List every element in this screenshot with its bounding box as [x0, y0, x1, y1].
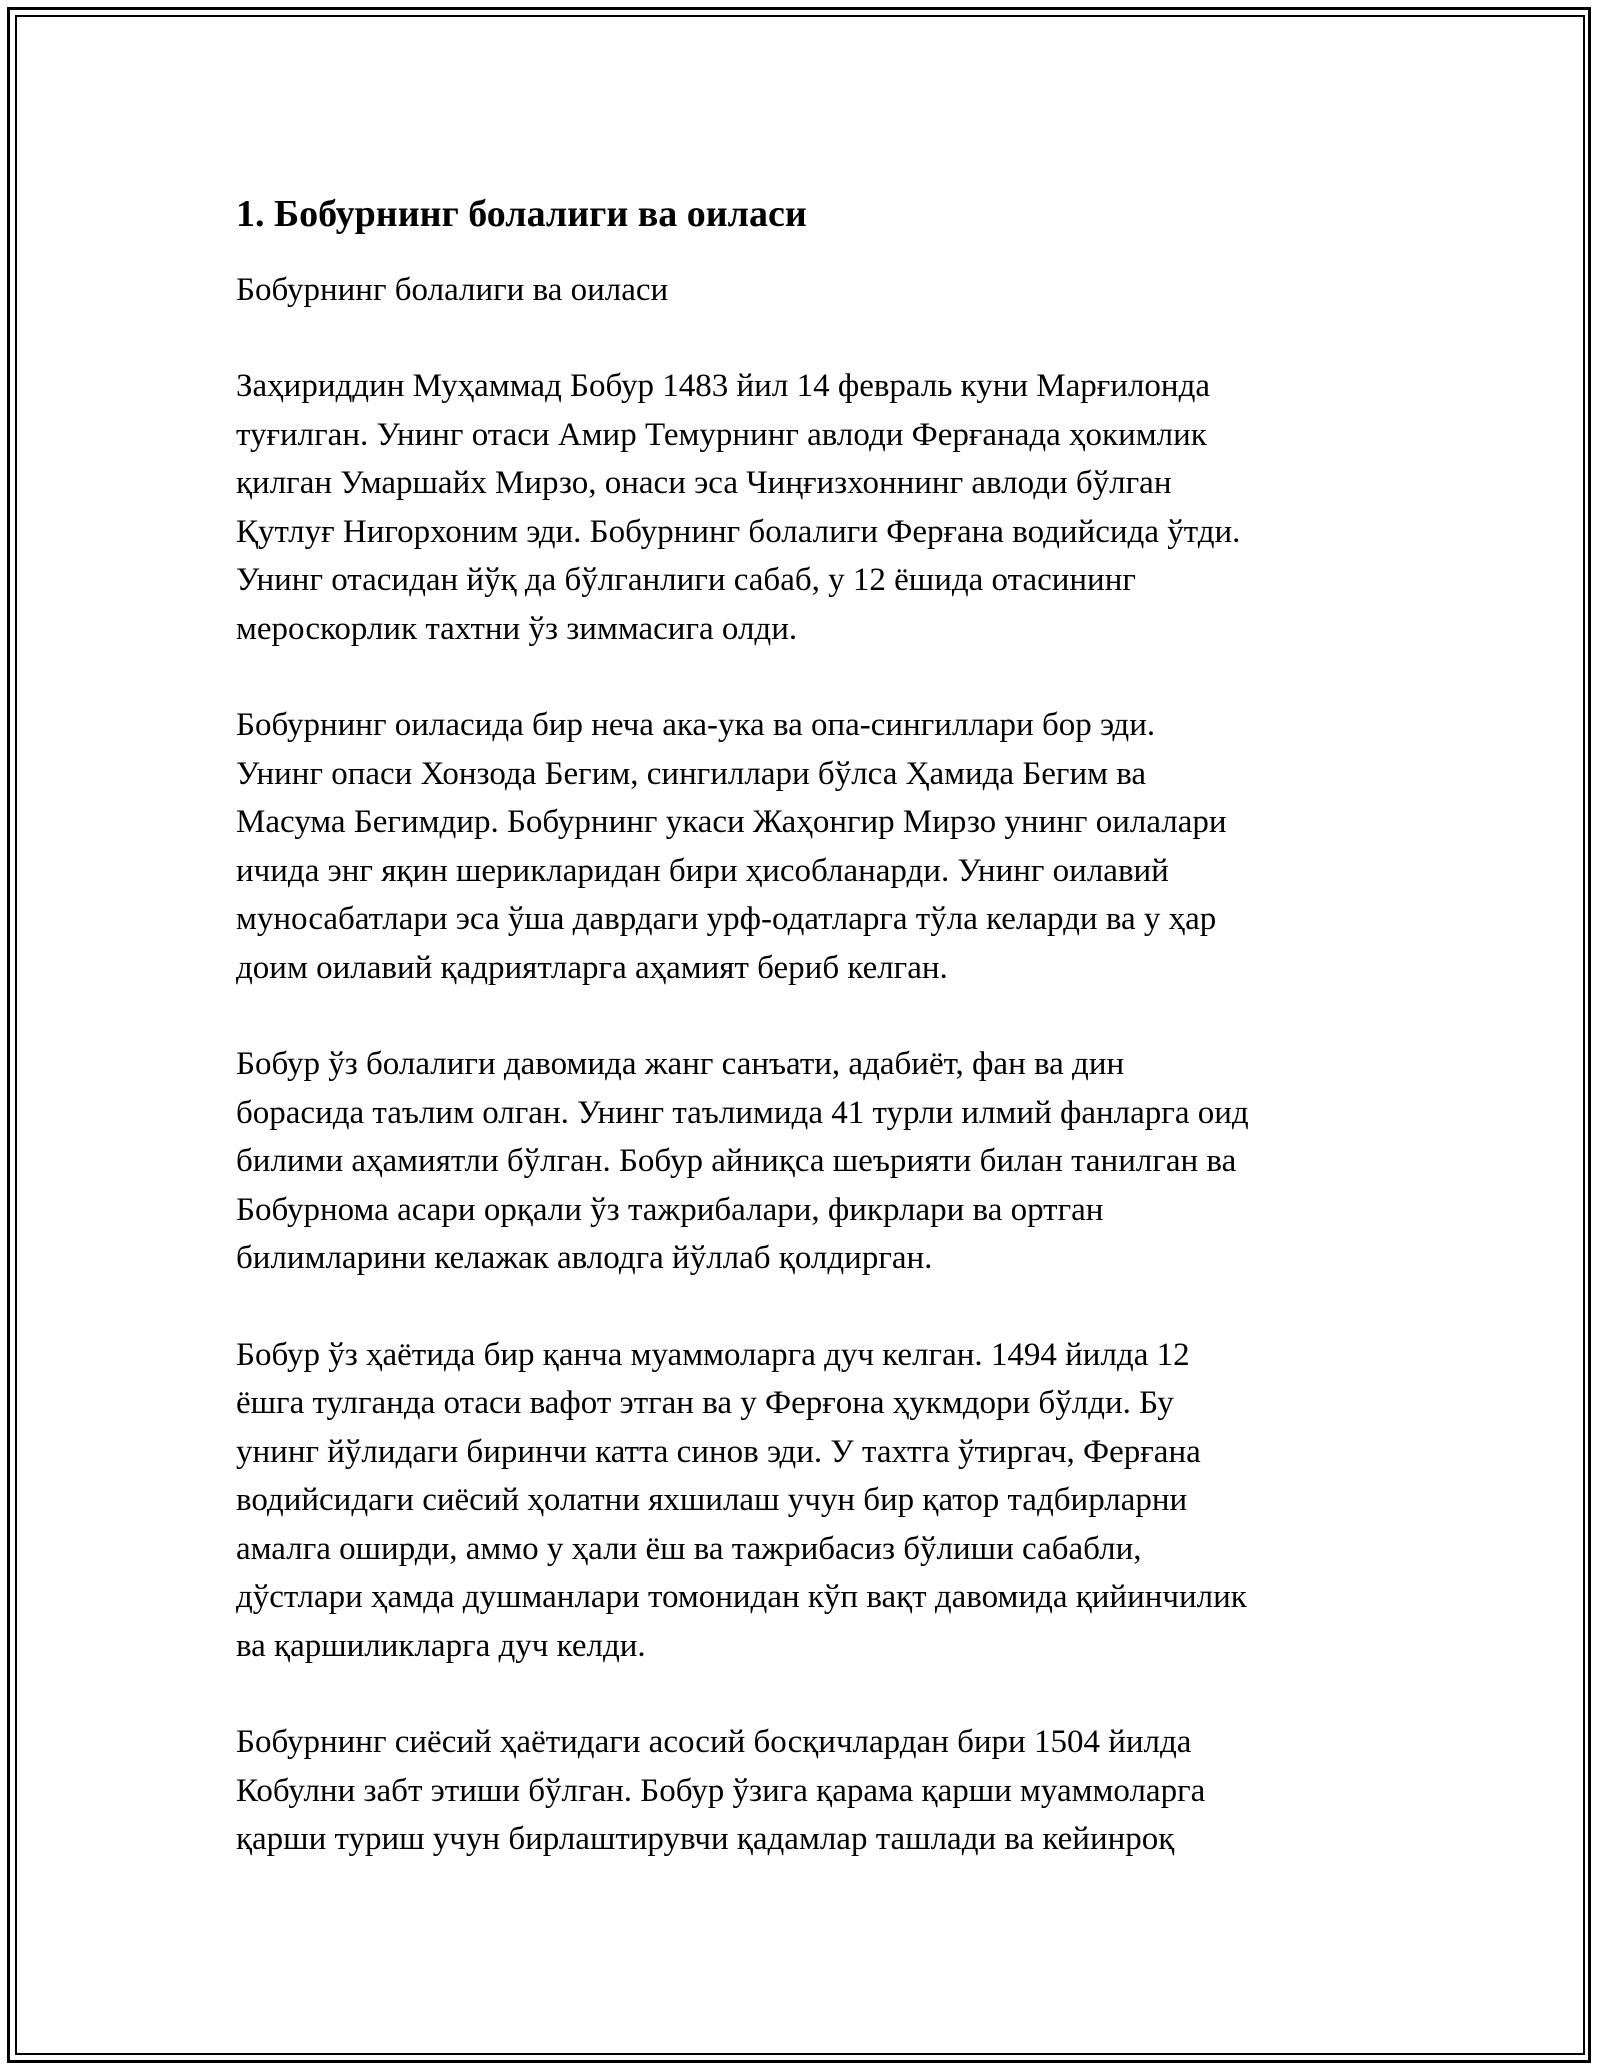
section-subtitle: Бобурнинг болалиги ва оиласи — [236, 272, 669, 308]
paragraph-1: Заҳириддин Муҳаммад Бобур 1483 йил 14 февраль куни Марғилонда туғилган. Унинг отаси Амир Темурнинг авлоди Ферғанада ҳокимлик қилган Умаршайх Мирзо, онаси эса Чиңғизхоннинг авлоди бўлган Қутлуғ Нигорхоним эди. Бобурнинг болалиги Ферғана водийсида ўтди. Унинг отасидан йўқ да бўлганлиги сабаб, у 12 ёшида отасининг мероскорлик тахтни ўз зиммасига олди. — [236, 368, 1241, 647]
paragraph-5: Бобурнинг сиёсий ҳаётидаги асосий босқичлардан бири 1504 йилда Кобулни забт этиши бўлган. Бобур ўзига қарама қарши муаммоларга қарши туриш учун бирлаштирувчи қадамлар ташлади ва кейинроқ — [236, 1724, 1206, 1857]
section-heading: 1. Бобурнинг болалиги ва оиласи — [236, 193, 807, 235]
document-body — [236, 190, 1386, 1864]
paragraph-4: Бобур ўз ҳаётида бир қанча муаммоларга дуч келган. 1494 йилда 12 ёшга тулганда отаси вафот этган ва у Ферғона ҳукмдори бўлди. Бу унинг йўлидаги биринчи катта синов эди. У тахтга ўтиргач, Ферғана водийсидаги сиёсий ҳолатни яхшилаш учун бир қатор тадбирларни амалга оширди, аммо у ҳали ёш ва тажрибасиз бўлиши сабабли, дўстлари ҳамда душманлари томонидан кўп вақт давомида қийинчилик ва қаршиликларга дуч келди. — [236, 1336, 1247, 1664]
paragraph-3: Бобур ўз болалиги давомида жанг санъати, адабиёт, фан ва дин борасида таълим олган. Унинг таълимида 41 турли илмий фанларга оид билими аҳамиятли бўлган. Бобур айниқса шеърияти билан танилган ва Бобурнома асари орқали ўз тажрибалари, фикрлари ва ортган билимларини келажак авлодга йўллаб қолдирган. — [236, 1046, 1249, 1276]
paragraph-2: Бобурнинг оиласида бир неча ака-ука ва опа-сингиллари бор эди. Унинг опаси Хонзода Бегим, сингиллари бўлса Ҳамида Бегим ва Масума Бегимдир. Бобурнинг укаси Жаҳонгир Мирзо унинг оилалари ичида энг яқин шерикларидан бири ҳисобланарди. Унинг оилавий муносабатлари эса ўша даврдаги урф-одатларга тўла келарди ва у ҳар доим оилавий қадриятларга аҳамият бериб келган. — [236, 707, 1227, 986]
